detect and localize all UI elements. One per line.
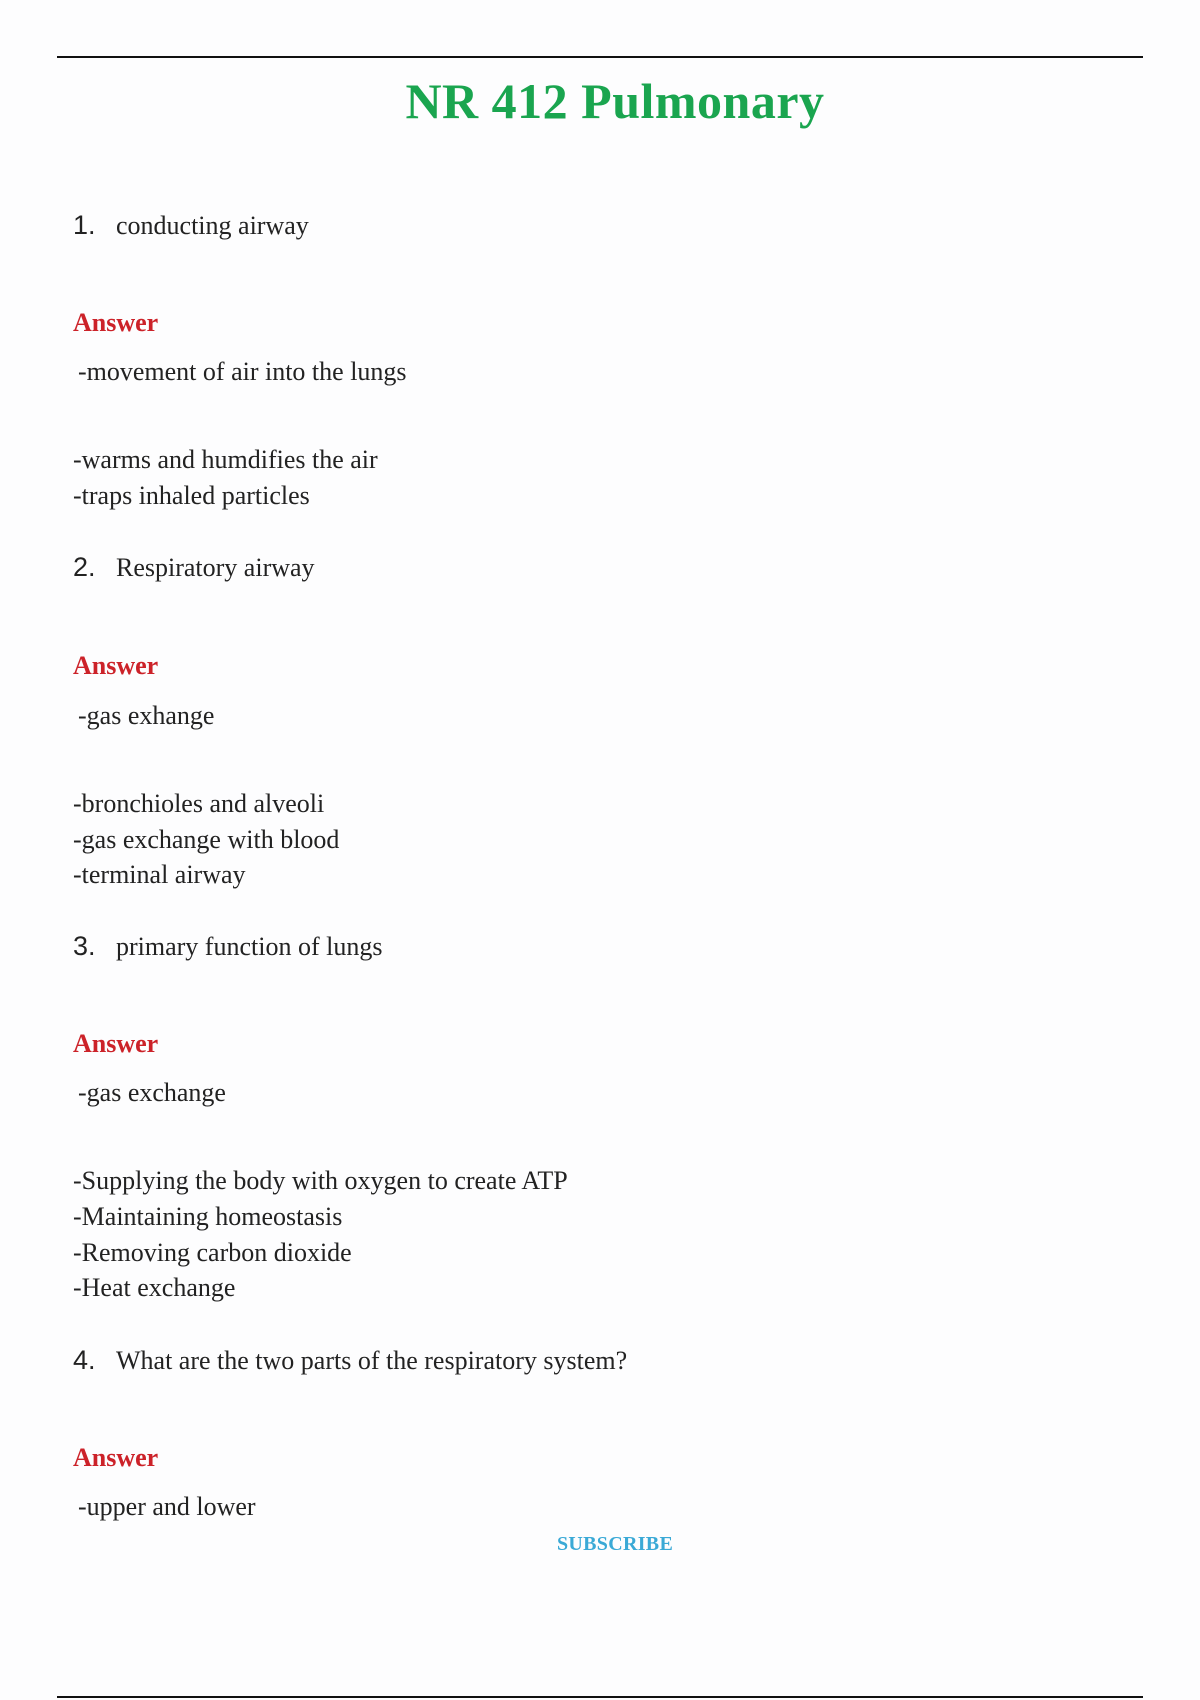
answer-detail: -Removing carbon dioxide [73,1238,352,1267]
question-2 [73,552,315,583]
question-text: Respiratory airway [116,553,315,582]
answer-main: -gas exchange [78,1078,226,1107]
answer-label: Answer [73,651,159,680]
question-number: 4. [73,1345,96,1375]
answer-detail: -warms and humdifies the air [73,445,378,474]
answer-detail: -Supplying the body with oxygen to create ATP [73,1166,568,1195]
question-3 [73,931,382,962]
answer-detail: -Heat exchange [73,1273,236,1302]
subscribe-link[interactable]: SUBSCRIBE [557,1533,674,1555]
question-1 [73,210,309,241]
answer-label: Answer [73,1029,159,1058]
answer-detail: -traps inhaled particles [73,481,310,510]
answer-main: -movement of air into the lungs [78,357,407,386]
answer-label: Answer [73,308,159,337]
question-text: primary function of lungs [116,932,383,961]
answer-main: -upper and lower [78,1492,256,1521]
question-4 [73,1345,627,1376]
answer-label: Answer [73,1443,159,1472]
answer-detail: -gas exchange with blood [73,825,340,854]
question-number: 2. [73,552,96,582]
bottom-rule [57,1696,1143,1698]
question-number: 3. [73,931,96,961]
answer-detail: -Maintaining homeostasis [73,1202,343,1231]
answer-detail: -terminal airway [73,860,246,889]
answer-main: -gas exhange [78,701,215,730]
answer-detail: -bronchioles and alveoli [73,789,325,818]
top-rule [57,56,1143,58]
question-number: 1. [73,210,96,240]
page-title: NR 412 Pulmonary [405,73,825,129]
question-text: conducting airway [116,211,309,240]
question-text: What are the two parts of the respiratory system? [116,1346,628,1375]
